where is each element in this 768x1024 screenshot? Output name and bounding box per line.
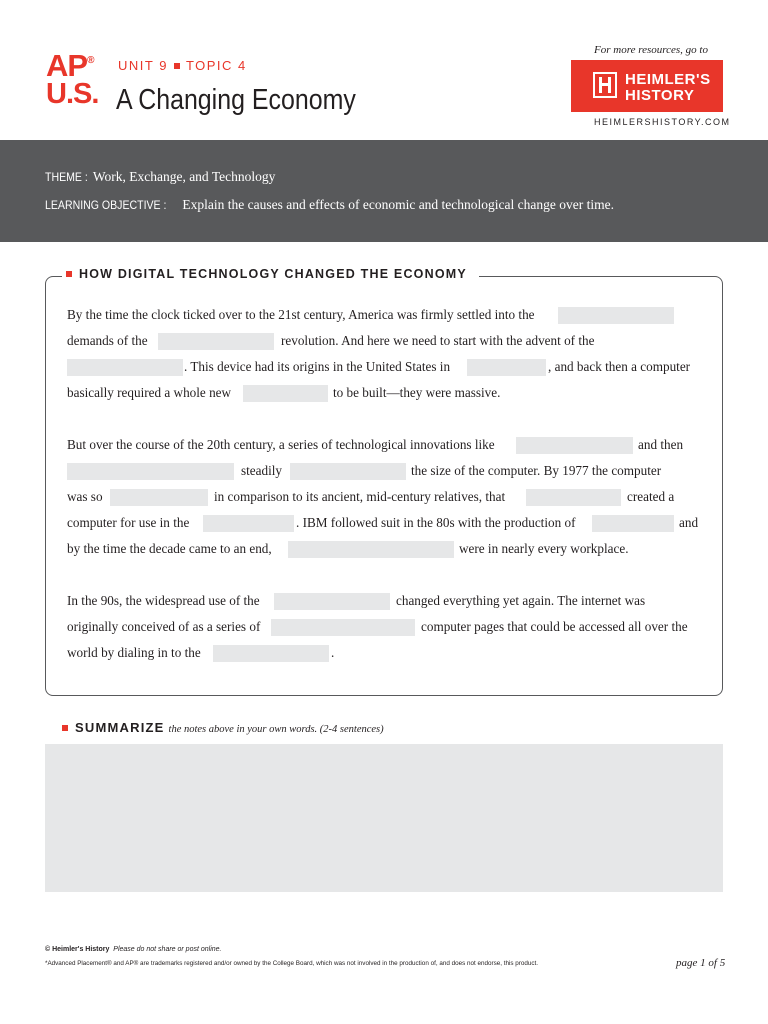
- blank-field-1[interactable]: [558, 307, 674, 324]
- square-bullet-icon: [174, 63, 180, 69]
- notes-line: and: [679, 515, 699, 530]
- notes-line: by the time the decade came to an end,: [67, 541, 272, 556]
- objective-value: Explain the causes and effects of economic and technological change over time.: [182, 197, 614, 212]
- blank-field-14[interactable]: [274, 593, 390, 610]
- blank-field-10[interactable]: [526, 489, 621, 506]
- notes-line: . This device had its origins in the United States in: [184, 359, 451, 374]
- blank-field-9[interactable]: [110, 489, 208, 506]
- notes-line: demands of the: [67, 333, 148, 348]
- blank-field-16[interactable]: [213, 645, 329, 662]
- notes-line: to be built—they were massive.: [333, 385, 501, 400]
- notes-line: steadily: [241, 463, 283, 478]
- blank-field-13[interactable]: [288, 541, 454, 558]
- notes-line: .: [331, 645, 335, 660]
- blank-field-12[interactable]: [592, 515, 674, 532]
- ap-us-logo: AP® U.S.: [46, 48, 99, 110]
- blank-field-3[interactable]: [67, 359, 183, 376]
- promo-text: For more resources, go to: [594, 44, 708, 56]
- blank-field-15[interactable]: [271, 619, 415, 636]
- blank-field-8[interactable]: [290, 463, 406, 480]
- summarize-heading: SUMMARIZE the notes above in your own words. (2-4 sentences): [62, 720, 384, 735]
- notes-line: in comparison to its ancient, mid-century relatives, that: [214, 489, 506, 504]
- notes-line: , and back then a computer: [548, 359, 691, 374]
- footer-trademark: *Advanced Placement® and AP® are trademarks registered and/or owned by the College Board, which was not involved in the production of, and does not endorse, this product.: [45, 960, 539, 967]
- notes-line: By the time the clock ticked over to the 21st century, America was firmly settled into the: [67, 307, 535, 322]
- page-title: A Changing Economy: [116, 84, 356, 116]
- notes-line: the size of the computer. By 1977 the computer: [411, 463, 662, 478]
- blank-field-7[interactable]: [67, 463, 234, 480]
- notes-line: created a: [627, 489, 675, 504]
- theme-label: THEME :: [45, 170, 88, 184]
- unit-topic-label: UNIT 9 TOPIC 4: [118, 58, 247, 73]
- summarize-hint: the notes above in your own words. (2-4 sentences): [168, 724, 384, 735]
- notes-line: was so: [67, 489, 103, 504]
- notes-line: and then: [638, 437, 684, 452]
- objective-row: [45, 197, 614, 213]
- page-number: page 1 of 5: [676, 957, 726, 969]
- theme-row: [45, 169, 275, 185]
- notes-line: world by dialing in to the: [67, 645, 201, 660]
- blank-field-11[interactable]: [203, 515, 294, 532]
- objective-label: LEARNING OBJECTIVE :: [45, 198, 167, 212]
- square-bullet-icon: [62, 725, 68, 731]
- notes-heading: HOW DIGITAL TECHNOLOGY CHANGED THE ECONOMY: [62, 267, 479, 281]
- notes-line: computer pages that could be accessed all over the: [421, 619, 688, 634]
- summary-textarea[interactable]: [45, 744, 723, 892]
- blank-field-5[interactable]: [243, 385, 328, 402]
- theme-band: [0, 140, 768, 242]
- theme-value: Work, Exchange, and Technology: [92, 169, 276, 184]
- blank-field-2[interactable]: [158, 333, 274, 350]
- heimlers-history-logo: HEIMLER'S HISTORY: [571, 60, 723, 112]
- footer-copyright: © Heimler's History Please do not share or post online.: [45, 946, 222, 953]
- blank-field-4[interactable]: [467, 359, 546, 376]
- website-link[interactable]: HEIMLERSHISTORY.COM: [594, 117, 731, 127]
- h-logo-icon: [593, 72, 617, 98]
- blank-field-6[interactable]: [516, 437, 633, 454]
- notes-line: revolution. And here we need to start with the advent of the: [281, 333, 595, 348]
- notes-line: changed everything yet again. The internet was: [396, 593, 646, 608]
- square-bullet-icon: [66, 271, 72, 277]
- notes-line: In the 90s, the widespread use of the: [67, 593, 260, 608]
- notes-line: originally conceived of as a series of: [67, 619, 261, 634]
- notes-line: . IBM followed suit in the 80s with the production of: [296, 515, 576, 530]
- notes-line: computer for use in the: [67, 515, 190, 530]
- notes-line: basically required a whole new: [67, 385, 232, 400]
- notes-line: But over the course of the 20th century, a series of technological innovations like: [67, 437, 495, 452]
- notes-line: were in nearly every workplace.: [459, 541, 629, 556]
